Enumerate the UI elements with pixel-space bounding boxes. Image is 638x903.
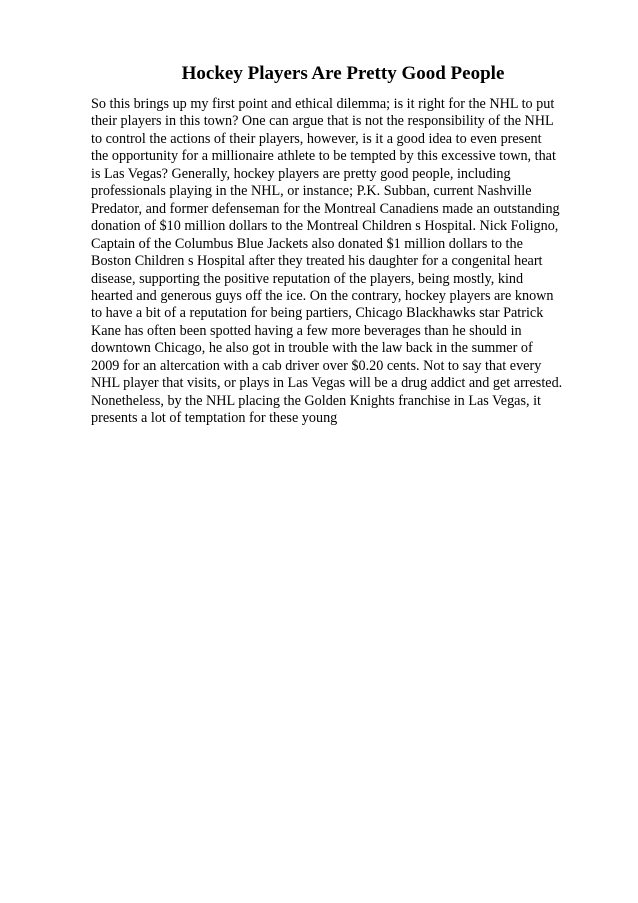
body-line: 2009 for an altercation with a cab driver over $0.20 cents. Not to say that every	[91, 357, 542, 374]
body-line: hearted and generous guys off the ice. On the contrary, hockey players are known	[91, 287, 554, 304]
body-line: their players in this town? One can argue that is not the responsibility of the NHL	[91, 113, 554, 130]
body-line: So this brings up my first point and ethical dilemma; is it right for the NHL to put	[91, 96, 555, 112]
body-line: Captain of the Columbus Blue Jackets also donated $1 million dollars to the	[91, 235, 523, 252]
document-body	[91, 96, 631, 428]
body-line: professionals playing in the NHL, or instance; P.K. Subban, current Nashville	[91, 183, 532, 200]
body-line: downtown Chicago, he also got in trouble with the law back in the summer of	[91, 340, 533, 357]
body-line: is Las Vegas? Generally, hockey players are pretty good people, including	[91, 165, 511, 182]
body-line: donation of $10 million dollars to the Montreal Children s Hospital. Nick Foligno,	[91, 218, 559, 235]
body-line: to control the actions of their players, however, is it a good idea to even present	[91, 130, 542, 147]
body-line: Boston Children s Hospital after they treated his daughter for a congenital heart	[91, 253, 543, 270]
body-line: presents a lot of temptation for these young	[91, 410, 338, 427]
body-line: NHL player that visits, or plays in Las Vegas will be a drug addict and get arrested.	[91, 375, 563, 392]
body-line: Predator, and former defenseman for the Montreal Canadiens made an outstanding	[91, 200, 560, 217]
body-line: the opportunity for a millionaire athlete to be tempted by this excessive town, that	[91, 148, 556, 165]
document-title: Hockey Players Are Pretty Good People	[181, 63, 505, 84]
body-line: disease, supporting the positive reputation of the players, being mostly, kind	[91, 270, 524, 287]
body-line: Kane has often been spotted having a few more beverages than he should in	[91, 322, 522, 339]
body-line: to have a bit of a reputation for being partiers, Chicago Blackhawks star Patrick	[91, 305, 544, 322]
body-line: Nonetheless, by the NHL placing the Golden Knights franchise in Las Vegas, it	[91, 392, 541, 409]
